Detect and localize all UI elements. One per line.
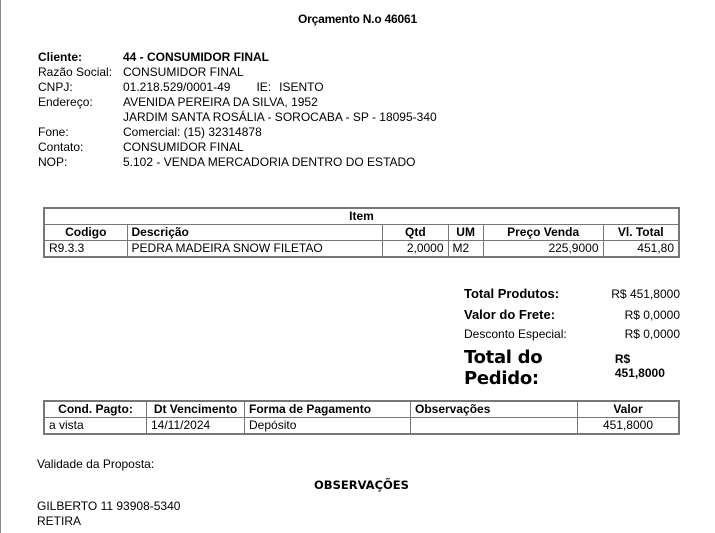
cell-um: M2 bbox=[448, 241, 483, 258]
observacoes-text bbox=[37, 499, 180, 529]
cell-forma-pagamento: Depósito bbox=[245, 418, 411, 435]
endereco-label: Endereço: bbox=[38, 95, 93, 109]
document-title: Orçamento N.o 46061 bbox=[298, 12, 417, 26]
client-info bbox=[38, 50, 437, 170]
frete-value: R$ 0,0000 bbox=[624, 308, 680, 322]
col-um: UM bbox=[448, 225, 483, 241]
total-produtos-value: R$ 451,8000 bbox=[611, 287, 680, 301]
contato-row bbox=[38, 140, 437, 155]
table-row bbox=[44, 241, 679, 258]
col-forma-pagamento: Forma de Pagamento bbox=[245, 401, 411, 418]
frete-row bbox=[464, 307, 680, 327]
spacer bbox=[38, 110, 123, 125]
cliente-value: 44 - CONSUMIDOR FINAL bbox=[123, 50, 270, 64]
table-row bbox=[44, 418, 679, 435]
validade-label: Validade da Proposta: bbox=[37, 457, 155, 471]
payment-header-row bbox=[44, 401, 679, 418]
desconto-value: R$ 0,0000 bbox=[624, 327, 680, 341]
col-cond-pagto: Cond. Pagto: bbox=[44, 401, 147, 418]
cell-codigo: R9.3.3 bbox=[44, 241, 127, 258]
cnpj-row bbox=[38, 80, 437, 95]
col-descricao: Descrição bbox=[127, 225, 383, 241]
nop-label: NOP: bbox=[38, 155, 68, 169]
items-table bbox=[43, 207, 680, 258]
nop-row bbox=[38, 155, 437, 170]
cell-qtd: 2,0000 bbox=[383, 241, 448, 258]
endereco-row bbox=[38, 95, 437, 110]
frete-label: Valor do Frete: bbox=[464, 307, 556, 322]
fone-label: Fone: bbox=[38, 125, 69, 139]
col-valor: Valor bbox=[578, 401, 680, 418]
endereco-line2: JARDIM SANTA ROSÁLIA - SOROCABA - SP - 18095-340 bbox=[123, 110, 437, 124]
fone-value: Comercial: (15) 32314878 bbox=[123, 125, 262, 139]
payment-table bbox=[43, 400, 680, 435]
col-qtd: Qtd bbox=[383, 225, 448, 241]
col-vltotal: Vl. Total bbox=[603, 225, 679, 241]
col-preco: Preço Venda bbox=[483, 225, 603, 241]
observacoes-title: OBSERVAÇÕES bbox=[314, 478, 409, 492]
nop-value: 5.102 - VENDA MERCADORIA DENTRO DO ESTADO bbox=[123, 155, 416, 169]
cnpj-value: 01.218.529/0001-49 bbox=[123, 80, 231, 94]
endereco-row-2 bbox=[38, 110, 437, 125]
observacoes-line: GILBERTO 11 93908-5340 bbox=[37, 499, 181, 513]
contato-value: CONSUMIDOR FINAL bbox=[123, 140, 244, 154]
ie-value: ISENTO bbox=[279, 80, 324, 94]
total-produtos-row bbox=[464, 286, 680, 307]
razao-row bbox=[38, 65, 437, 80]
cell-cond-pagto: a vista bbox=[44, 418, 147, 435]
cell-descricao: PEDRA MADEIRA SNOW FILETAO bbox=[127, 241, 383, 258]
items-caption: Item bbox=[44, 208, 679, 225]
total-pedido-label: Total do Pedido: bbox=[464, 347, 543, 389]
endereco-line1: AVENIDA PEREIRA DA SILVA, 1952 bbox=[123, 95, 318, 109]
total-pedido-row bbox=[464, 347, 680, 389]
totals-block bbox=[464, 286, 680, 389]
ie-label: IE: bbox=[256, 80, 272, 94]
desconto-label: Desconto Especial: bbox=[464, 327, 567, 341]
col-dt-vencimento: Dt Vencimento bbox=[147, 401, 245, 418]
desconto-row bbox=[464, 327, 680, 347]
observacoes-line: RETIRA bbox=[37, 514, 82, 528]
page-left-border bbox=[0, 0, 1, 533]
contato-label: Contato: bbox=[38, 140, 84, 154]
cell-dt-vencimento: 14/11/2024 bbox=[147, 418, 245, 435]
fone-row bbox=[38, 125, 437, 140]
col-codigo: Codigo bbox=[44, 225, 127, 241]
cliente-label: Cliente: bbox=[38, 50, 83, 64]
total-produtos-label: Total Produtos: bbox=[464, 286, 560, 301]
client-row bbox=[38, 50, 437, 65]
total-pedido-value: R$ 451,8000 bbox=[614, 352, 665, 380]
razao-label: Razão Social: bbox=[38, 65, 113, 79]
cell-observacoes bbox=[411, 418, 578, 435]
cell-valor: 451,8000 bbox=[578, 418, 680, 435]
razao-value: CONSUMIDOR FINAL bbox=[123, 65, 244, 79]
cell-vltotal: 451,80 bbox=[603, 241, 679, 258]
cnpj-label: CNPJ: bbox=[38, 80, 73, 94]
items-header-row bbox=[44, 225, 679, 241]
col-observacoes: Observações bbox=[411, 401, 578, 418]
cell-preco: 225,9000 bbox=[483, 241, 603, 258]
